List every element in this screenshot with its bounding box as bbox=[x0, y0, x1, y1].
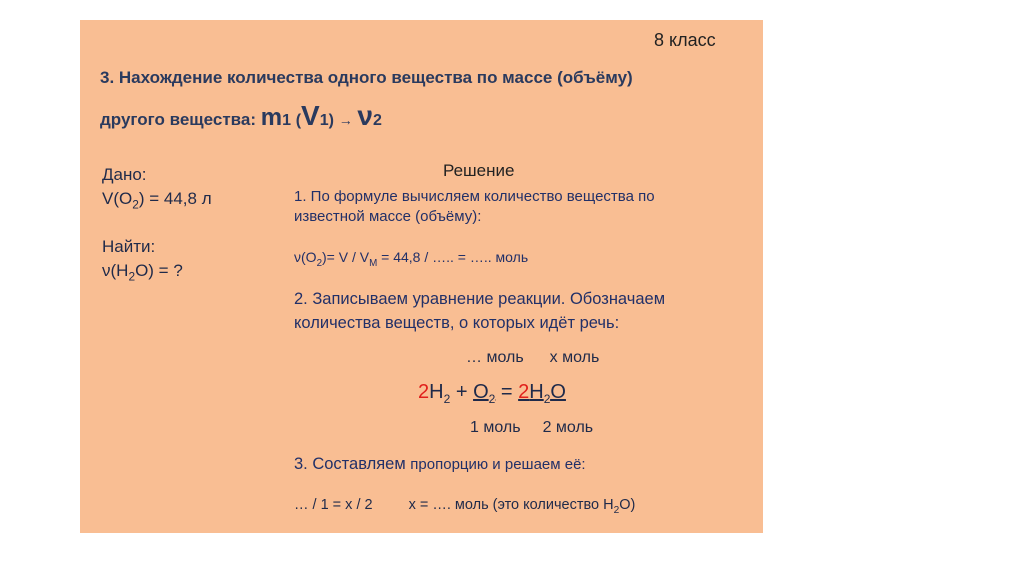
step3-formula-right-sub: 2 bbox=[613, 504, 620, 516]
slide bbox=[80, 20, 763, 533]
title-line-2-text: другого вещества: bbox=[100, 110, 261, 129]
title-sub-1a: 1 bbox=[282, 112, 291, 129]
title-m: m bbox=[260, 104, 283, 131]
eq-coef-1: 2 bbox=[418, 381, 430, 403]
moles-top-left: … моль bbox=[466, 349, 524, 366]
eq-equals: = bbox=[495, 381, 519, 403]
reaction-equation bbox=[418, 381, 566, 406]
eq-o: O bbox=[473, 381, 489, 403]
step3-label: 3. Составляем bbox=[294, 455, 411, 473]
moles-bottom-left: 1 моль bbox=[470, 419, 521, 436]
moles-bottom-row bbox=[470, 419, 593, 437]
eq-prod-h: H bbox=[529, 381, 544, 403]
grade-label: 8 класс bbox=[654, 30, 716, 50]
step1-formula-post: = 44,8 / ….. = ….. моль bbox=[377, 249, 529, 265]
moles-top-right: x моль bbox=[549, 349, 600, 366]
eq-o-group bbox=[473, 381, 496, 406]
title-V: V bbox=[301, 100, 320, 131]
step1-formula-mid: )= V / V bbox=[322, 249, 370, 265]
step1-formula-sub: 2 bbox=[316, 257, 323, 269]
find-value bbox=[102, 261, 183, 283]
step1-formula-pre: ν(O bbox=[294, 249, 317, 265]
solution-heading: Решение bbox=[443, 161, 515, 180]
given-heading: Дано: bbox=[102, 165, 147, 184]
eq-prod-o: O bbox=[550, 381, 566, 403]
given-value-pre: V(O bbox=[102, 189, 133, 208]
arrow-icon: → bbox=[338, 112, 353, 128]
find-value-sub: 2 bbox=[128, 269, 136, 284]
step1-line1: 1. По формуле вычисляем количество вещества по bbox=[294, 188, 655, 205]
eq-coef-2: 2 bbox=[518, 381, 530, 403]
eq-plus: + bbox=[450, 381, 474, 403]
title-paren-close: ) bbox=[328, 112, 334, 129]
eq-h: H bbox=[429, 381, 444, 403]
title-line-1: 3. Нахождение количества одного вещества по массе (объёму) bbox=[100, 68, 633, 87]
find-value-post: O) = ? bbox=[135, 261, 183, 280]
title-paren-open: ( bbox=[295, 112, 302, 129]
step3-formula bbox=[294, 497, 635, 516]
moles-top-row bbox=[466, 349, 599, 367]
title-line-2 bbox=[100, 100, 382, 132]
title-sub-2: 2 bbox=[373, 112, 382, 129]
moles-bottom-right: 2 моль bbox=[542, 419, 594, 436]
step3-formula-left: … / 1 = x / 2 bbox=[294, 497, 373, 513]
title-sub-1b: 1 bbox=[319, 112, 329, 129]
step3-formula-right-post: O) bbox=[619, 497, 636, 513]
find-value-pre: ν(H bbox=[102, 261, 129, 280]
step1-formula-sub2: M bbox=[369, 257, 378, 269]
eq-prod-sub: 2 bbox=[543, 392, 551, 406]
given-value bbox=[102, 189, 212, 211]
step3-formula-right-pre: x = …. моль (это количество H bbox=[408, 497, 614, 513]
eq-product-group bbox=[518, 381, 566, 406]
step2-line1: 2. Записываем уравнение реакции. Обозначаем bbox=[294, 290, 666, 308]
eq-o-sub: 2 bbox=[488, 392, 496, 406]
eq-h-sub: 2 bbox=[443, 392, 451, 406]
given-value-post: ) = 44,8 л bbox=[138, 189, 212, 208]
given-value-sub: 2 bbox=[132, 197, 139, 212]
step3-rest: пропорцию и решаем её: bbox=[410, 456, 586, 473]
step2-line2: количества веществ, о которых идёт речь: bbox=[294, 314, 620, 332]
step1-line2: известной массе (объёму): bbox=[294, 208, 482, 225]
find-heading: Найти: bbox=[102, 237, 156, 256]
step3-line bbox=[294, 455, 586, 474]
step1-formula bbox=[294, 249, 528, 269]
title-nu: ν bbox=[357, 100, 373, 131]
